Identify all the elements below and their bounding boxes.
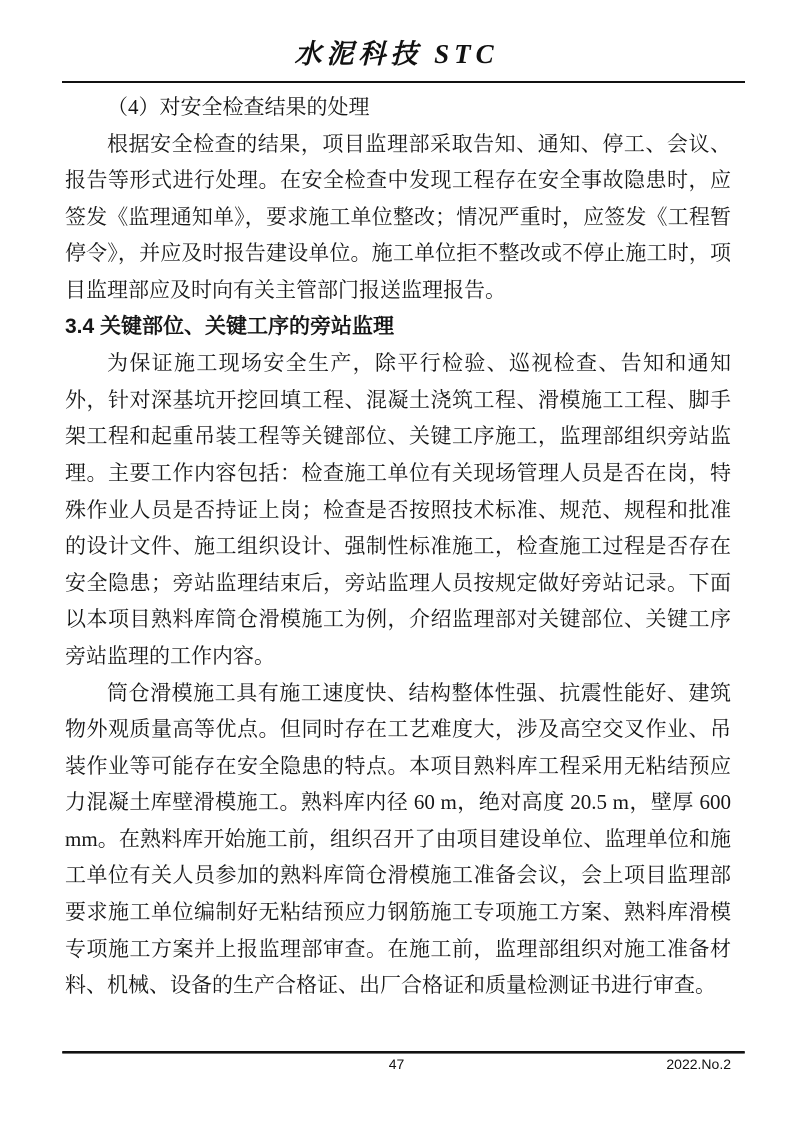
subsection-heading: （4）对安全检查结果的处理 [107, 95, 370, 119]
paragraph-silo-slipform-construction: 筒仓滑模施工具有施工速度快、结构整体性强、抗震性能好、建筑物外观质量高等优点。但同时存在工艺难度大，涉及高空交叉作业、吊装作业等可能存在安全隐患的特点。本项目熟料库工程采用无粘结预应力混凝土库壁滑模施工。熟料库内径 60 m，绝对高度 20.5 m，壁厚 600 mm。在熟料库开始施工前，组织召开了由项目建设单位、监理单位和施工单位有关人员参加的熟料库筒仓滑模施工准备会议，会上项目监理部要求施工单位编制好无粘结预应力钢筋施工专项施工方案、熟料库滑模专项施工方案并上报监理部审查。在施工前，监理部组织对施工准备材料、机械、设备的生产合格证、出厂合格证和质量检测证书进行审查。 [65, 680, 731, 998]
journal-title: 水泥科技 STC [294, 39, 499, 69]
issue-number: 2022.No.2 [666, 1056, 731, 1072]
paragraph-safety-check-handling: 根据安全检查的结果，项目监理部采取告知、通知、停工、会议、报告等形式进行处理。在安全检查中发现工程存在安全事故隐患时，应签发《监理通知单》，要求施工单位整改；情况严重时，应签发《工程暂停令》，并应及时报告建设单位。施工单位拒不整改或不停止施工时，项目监理部应及时向有关主管部门报送监理报告。 [65, 131, 731, 302]
paragraph-side-station-supervision: 为保证施工现场安全生产，除平行检验、巡视检查、告知和通知外，针对深基坑开挖回填工程、混凝土浇筑工程、滑模施工工程、脚手架工程和起重吊装工程等关键部位、关键工序施工，监理部组织旁站监理。主要工作内容包括：检查施工单位有关现场管理人员是否在岗，特殊作业人员是否持证上岗；检查是否按照技术标准、规范、规程和批准的设计文件、施工组织设计、强制性标准施工，检查施工过程是否存在安全隐患；旁站监理结束后，旁站监理人员按规定做好旁站记录。下面以本项目熟料库筒仓滑模施工为例，介绍监理部对关键部位、关键工序旁站监理的工作内容。 [65, 351, 731, 668]
page-number: 47 [388, 1056, 405, 1072]
footer-row [62, 1056, 731, 1078]
header-rule [62, 81, 745, 83]
page-footer [0, 1051, 793, 1078]
footer-rule [62, 1051, 745, 1053]
page-header [0, 0, 793, 83]
section-heading-3-4: 3.4 关键部位、关键工序的旁站监理 [65, 314, 395, 338]
article-body [65, 89, 731, 1004]
